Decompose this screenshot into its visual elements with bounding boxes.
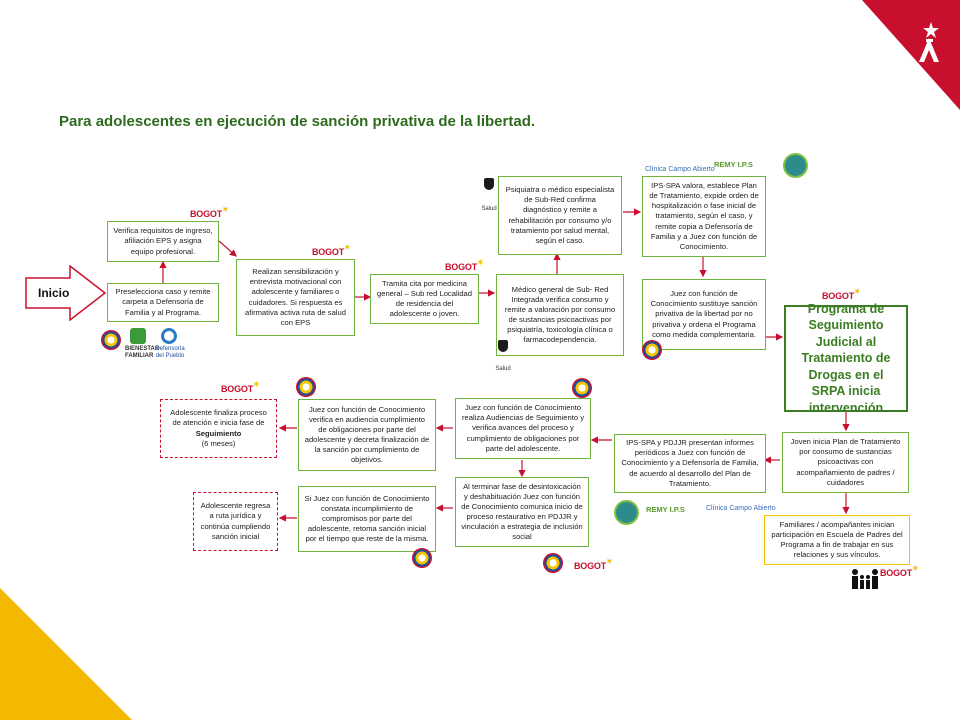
clinica-logo: Clínica Campo Abierto [645,166,715,173]
remy-logo: REMY I.P.S [646,505,685,514]
ips-valora-box: IPS-SPA valora, establece Plan de Tratamiento, expide orden de hospitalización o fase inicial de tratamiento, según el caso, y remite copia a Defensoría de Familia y a Juez con función de Conocimiento. [642,176,766,257]
regresa-box: Adolescente regresa a ruta jurídica y continúa cumpliendo sanción inicial [193,492,278,551]
clinica-logo: Clínica Campo Abierto [706,505,776,512]
salud-shield-icon [498,340,508,352]
preselecciona-box: Preselecciona caso y remite carpeta a Defensoría de Familia y al Programa. [107,283,219,322]
bogota-logo: BOGOT✶ [221,380,260,394]
finaliza-seguimiento: Seguimiento [195,428,242,438]
finaliza-text: Adolescente finaliza proceso de atención e inicia fase de [170,408,267,428]
remy-logo: REMY I.P.S [714,160,753,169]
bogota-logo: BOGOT✶ [445,258,484,272]
finaliza-box [160,399,277,458]
defensoria-icon [161,328,177,344]
finaliza-duration: (6 meses) [201,438,236,448]
salud-logo: Salud [495,366,511,372]
familiares-box: Familiares / acompañantes inician participación en Escuela de Padres del Programa a fin de trabajar en sus relaciones y sus vínculos. [764,515,910,565]
family-icon [850,568,880,590]
bienestar-icon [130,328,146,344]
colombia-seal-icon [101,330,121,350]
colombia-seal-icon [642,340,662,360]
salud-logo: Salud [481,206,497,212]
juez-verifica-box: Juez con función de Conocimiento verifica en audiencia cumplimiento de obligaciones por parte del adolescente y decreta finalización de la sanción por cumplimiento de objetivos. [298,399,436,471]
bogota-logo: BOGOT✶ [880,564,919,578]
bienestar-familiar-logo: BIENESTAR FAMILIAR [125,346,160,359]
tramita-box: Tramita cita por medicina general – Sub red Localidad de residencia del adolescente o joven. [370,274,479,324]
bogota-logo: BOGOT✶ [190,205,229,219]
juez-sustituye-box: Juez con función de Conocimiento sustituye sanción privativa de la libertad por no privativa y ordena el Programa como medida complementaria. [642,279,766,350]
bogota-logo: BOGOT✶ [574,557,613,571]
incumplimiento-box: Si Juez con función de Conocimiento constata incumplimiento de compromisos por parte del adolescente, retoma sanción inicial por el tiempo que reste de la misma. [298,486,436,552]
sensibilizacion-box: Realizan sensibilización y entrevista motivacional con adolescente y familiares o cuidadores. Si respuesta es afirmativa activa ruta de salud con EPS [236,259,355,336]
juez-audiencias-box: Juez con función de Conocimiento realiza Audiencias de Seguimiento y verifica avances del proceso y cumplimiento de obligaciones por parte del adolescente. [455,398,591,459]
al-terminar-box: Al terminar fase de desintoxicación y deshabituación Juez con función de Conocimiento comunica inicio de proceso restaurativo en PDJJR y vinculación a estrategia de inclusión social [455,477,589,547]
remy-round-icon [783,153,808,178]
joven-inicia-box: Joven inicia Plan de Tratamiento por consumo de sustancias psicoactivas con acompañamiento de padres / cuidadores [782,432,909,493]
bogota-logo: BOGOT✶ [312,243,351,257]
psiquiatra-box: Psiquiatra o médico especialista de Sub-Red confirma diagnóstico y remite a rehabilitación por consumo y/o tratamiento por salud mental, según el caso. [498,176,622,255]
colombia-seal-icon [412,548,432,568]
colombia-seal-icon [572,378,592,398]
defensoria-logo: Defensoría del Pueblo [155,346,185,359]
start-label: Inicio [38,286,70,300]
ips-informes-box: IPS-SPA y PDJJR presentan informes periódicos a Juez con función de Conocimiento y a Defensoría de Familia, de acuerdo al desarrollo del Plan de Tratamiento. [614,434,766,493]
salud-shield-icon [484,178,494,190]
remy-round-icon [614,500,639,525]
verifica-box: Verifica requisitos de ingreso, afiliación EPS y asigna equipo profesional. [107,221,219,262]
page-title: Para adolescentes en ejecución de sanción privativa de la libertad. [59,113,536,130]
bogota-logo: BOGOT✶ [822,287,861,301]
medico-general-box: Médico general de Sub- Red Integrada verifica consumo y remite a valoración por consumo de sustancias psicoactivas por psiquiatría, toxicología clínica o farmacodependencia. [496,274,624,356]
colombia-seal-icon [543,553,563,573]
colombia-seal-icon [296,377,316,397]
programa-box: Programa de Seguimiento Judicial al Tratamiento de Drogas en el SRPA inicia intervención [784,305,908,412]
